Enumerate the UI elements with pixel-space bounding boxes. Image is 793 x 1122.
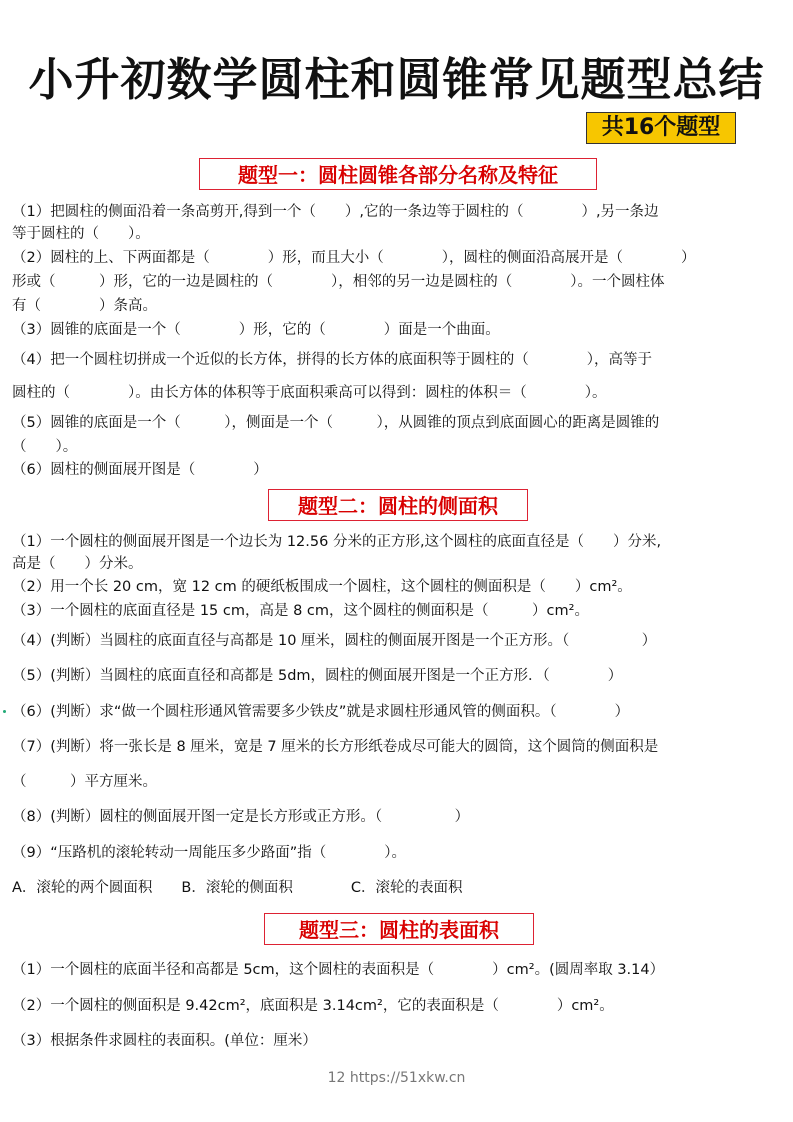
question-line: （2）用一个长 20 cm，宽 12 cm 的硬纸板围成一个圆柱，这个圆柱的侧面积是（ ）cm²。 <box>12 579 632 595</box>
answer-options: A．滚轮的两个圆面积 B．滚轮的侧面积 C．滚轮的表面积 <box>12 880 463 896</box>
question-line: 圆柱的（ ）。由长方体的体积等于底面积乘高可以得到：圆柱的体积＝（ ）。 <box>12 385 607 401</box>
question-line: （6）圆柱的侧面展开图是（ ） <box>12 462 268 478</box>
question-line: 高是（ ）分米。 <box>12 556 143 572</box>
question-line: （ ）。 <box>12 439 78 455</box>
page-footer: 12 https://51xkw.cn <box>327 1070 466 1086</box>
stray-dot <box>3 710 6 713</box>
question-line: （9）“压路机的滚轮转动一周能压多少路面”指（ ）。 <box>12 845 406 861</box>
question-line: （4）把一个圆柱切拼成一个近似的长方体，拼得的长方体的底面积等于圆柱的（ ），高等于 <box>12 352 652 368</box>
page-title: 小升初数学圆柱和圆锥常见题型总结 <box>28 53 765 106</box>
question-line: （4）(判断）当圆柱的底面直径与高都是 10 厘米，圆柱的侧面展开图是一个正方形。（ ） <box>12 633 657 649</box>
question-line: （1）一个圆柱的底面半径和高都是 5cm，这个圆柱的表面积是（ ）cm²。(圆周率取 3.14） <box>12 962 665 978</box>
question-line: （5）圆锥的底面是一个（ ），侧面是一个（ ），从圆锥的顶点到底面圆心的距离是圆锥的 <box>12 415 660 431</box>
question-line: （ ）平方厘米。 <box>12 774 157 790</box>
section-heading-3: 题型三：圆柱的表面积 <box>264 913 534 945</box>
question-line: 形或（ ）形，它的一边是圆柱的（ ），相邻的另一边是圆柱的（ ）。一个圆柱体 <box>12 274 665 290</box>
question-line: （1）把圆柱的侧面沿着一条高剪开,得到一个（ ）,它的一条边等于圆柱的（ ）,另一条边 <box>12 204 659 220</box>
question-line: （3）圆锥的底面是一个（ ）形，它的（ ）面是一个曲面。 <box>12 322 500 338</box>
section-heading-1: 题型一：圆柱圆锥各部分名称及特征 <box>199 158 597 190</box>
question-line: 等于圆柱的（ ）。 <box>12 226 150 242</box>
question-line: （2）一个圆柱的侧面积是 9.42cm²，底面积是 3.14cm²，它的表面积是（ ）cm²。 <box>12 998 614 1014</box>
question-line: （8）(判断）圆柱的侧面展开图一定是长方形或正方形。（ ） <box>12 809 470 825</box>
section-heading-2: 题型二：圆柱的侧面积 <box>268 489 528 521</box>
question-line: （5）(判断）当圆柱的底面直径和高都是 5dm，圆柱的侧面展开图是一个正方形．（ ） <box>12 668 623 684</box>
question-line: （2）圆柱的上、下两面都是（ ）形，而且大小（ ），圆柱的侧面沿高展开是（ ） <box>12 250 696 266</box>
question-line: （7）(判断）将一张长是 8 厘米，宽是 7 厘米的长方形纸卷成尽可能大的圆筒，这个圆筒的侧面积是 <box>12 739 659 755</box>
question-line: （3）一个圆柱的底面直径是 15 cm，高是 8 cm，这个圆柱的侧面积是（ ）cm²。 <box>12 603 589 619</box>
question-line: （3）根据条件求圆柱的表面积。(单位：厘米） <box>12 1033 317 1049</box>
question-line: 有（ ）条高。 <box>12 298 157 314</box>
question-line: （1）一个圆柱的侧面展开图是一个边长为 12.56 分米的正方形,这个圆柱的底面直径是（ ）分米, <box>12 534 662 550</box>
question-count-badge: 共16个题型 <box>586 112 736 144</box>
question-line: （6）(判断）求“做一个圆柱形通风管需要多少铁皮”就是求圆柱形通风管的侧面积。（ ） <box>12 704 630 720</box>
